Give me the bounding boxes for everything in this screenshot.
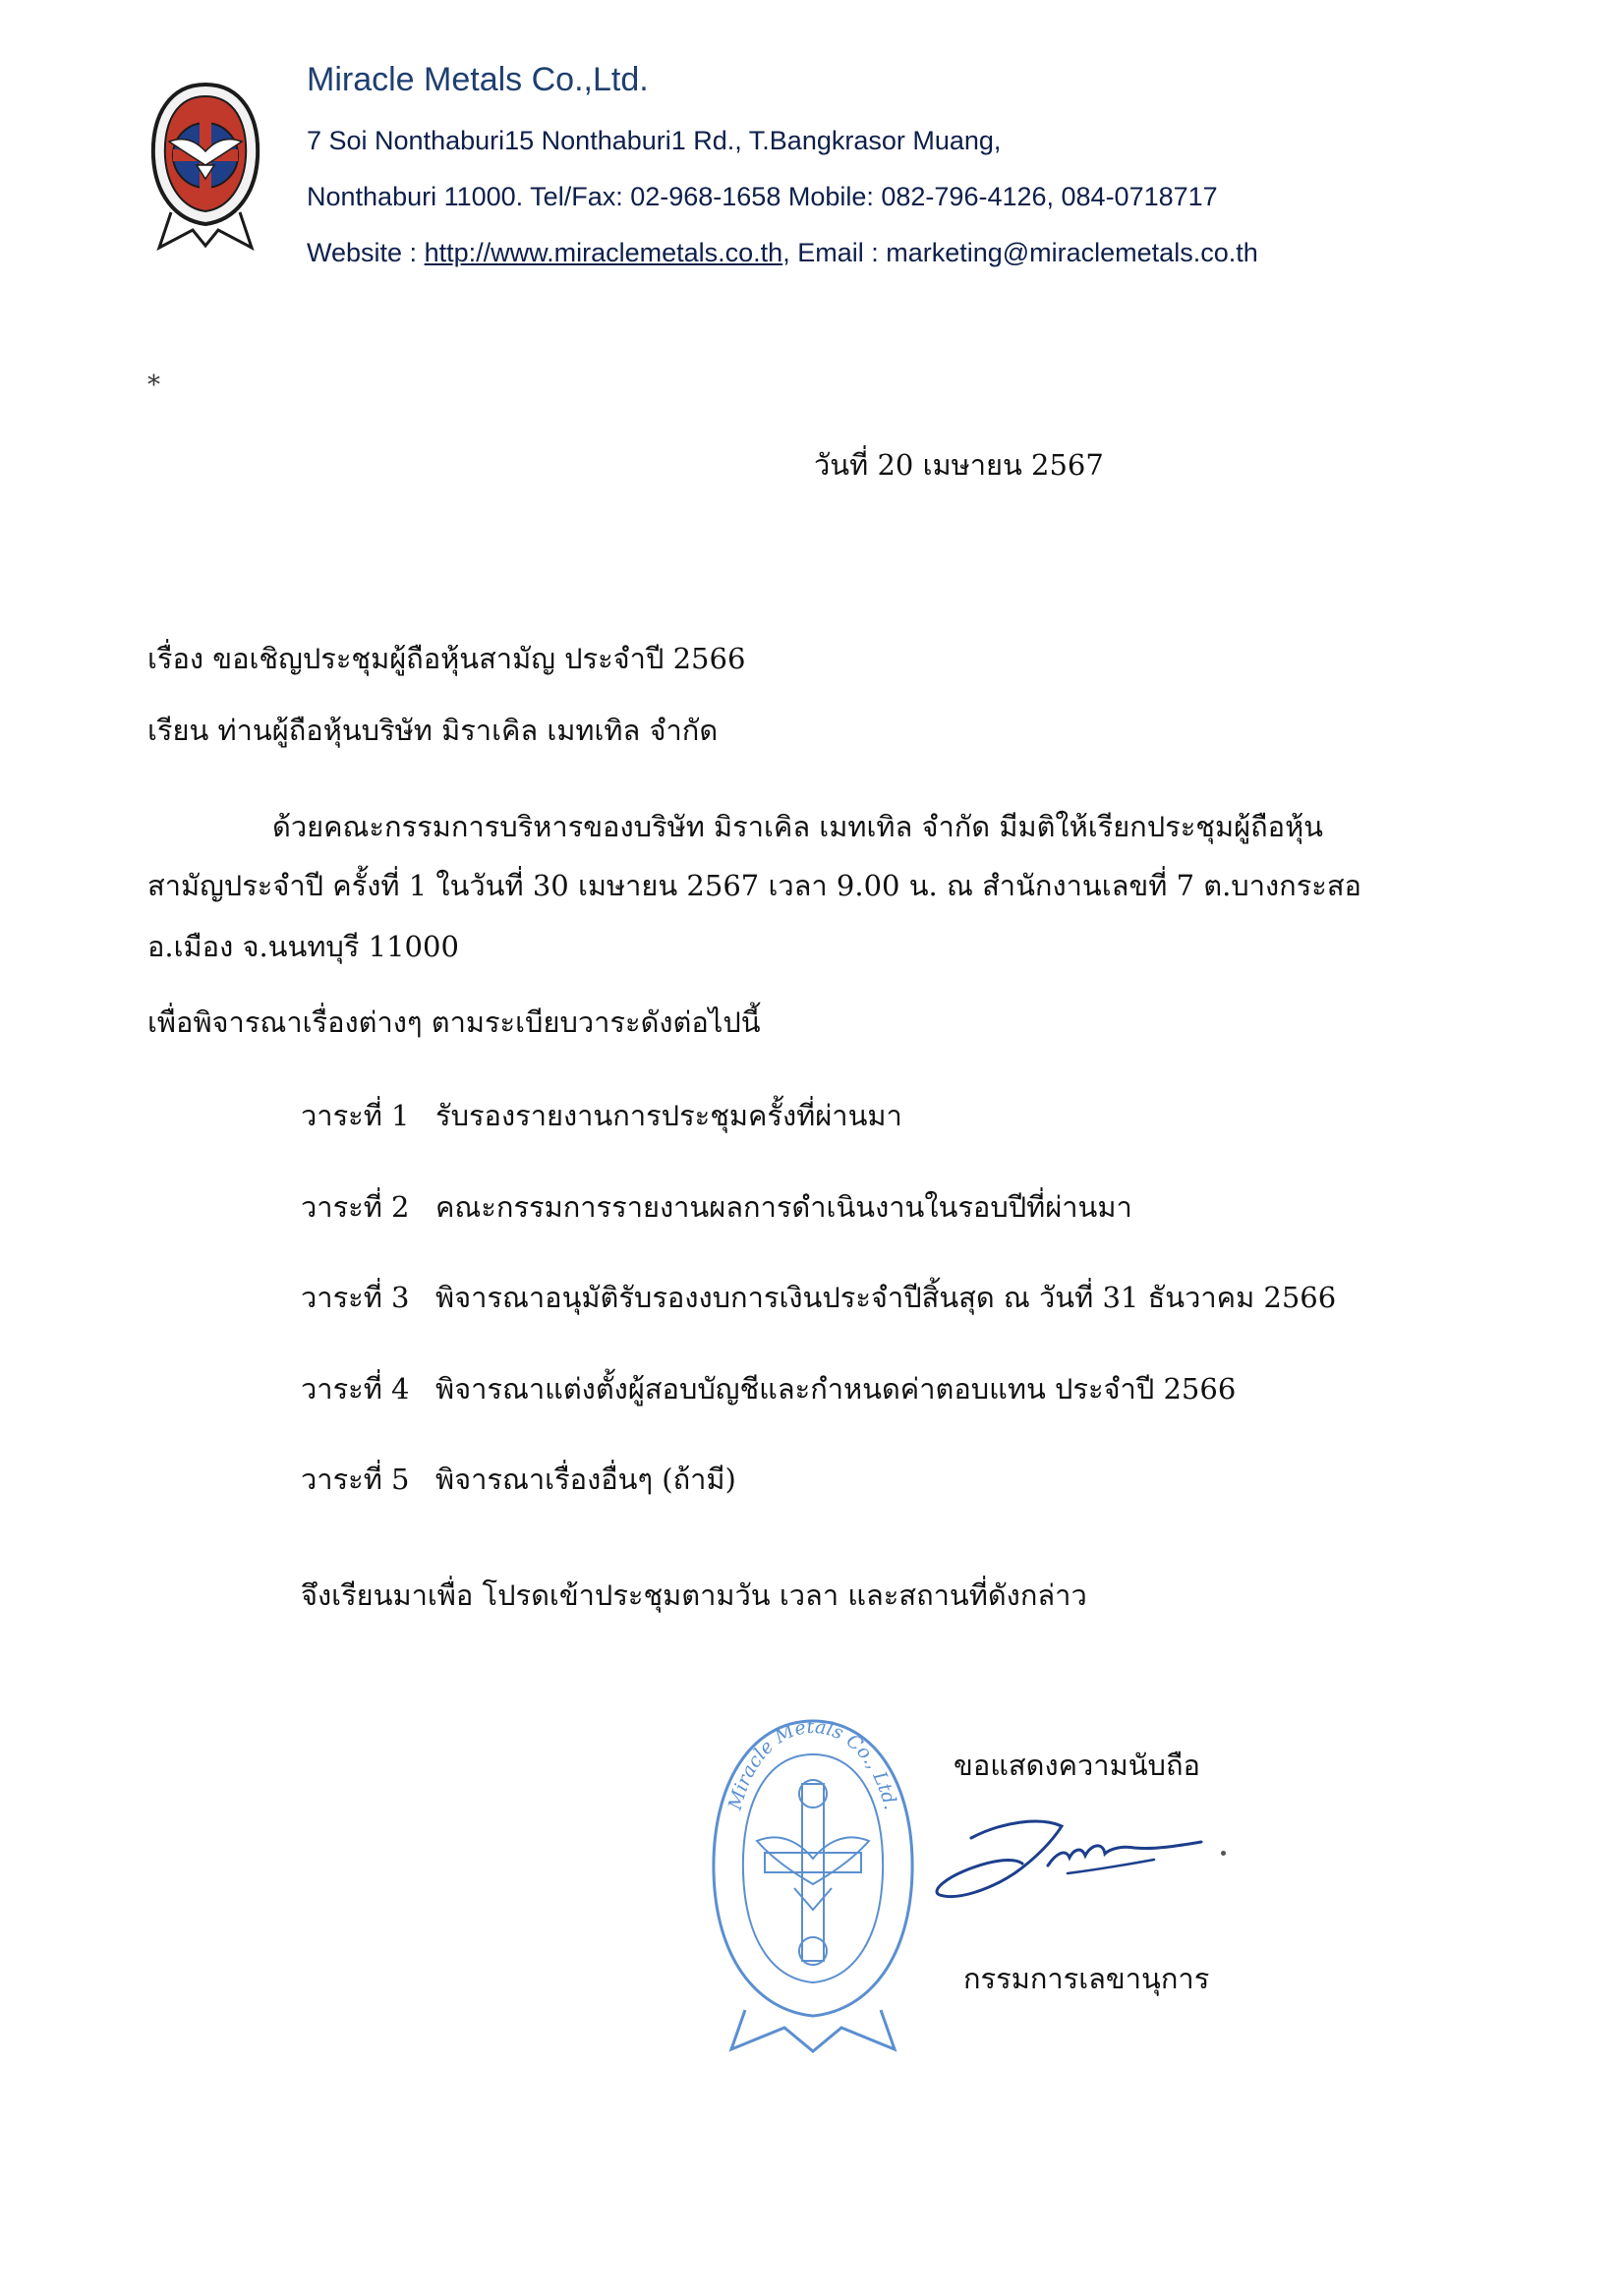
agenda-text: พิจารณาเรื่องอื่นๆ (ถ้ามี) [435,1463,736,1496]
svg-text:Miracle Metals Co., Ltd. [724,1716,902,1813]
agenda-item [301,1457,736,1502]
signature-mark [932,1808,1217,1907]
letter-subject: เรื่อง ขอเชิญประชุมผู้ถือหุ้นสามัญ ประจำปี 2566 [147,642,746,675]
agenda-label: วาระที่ 5 [301,1463,410,1496]
letter-date: วันที่ 20 เมษายน 2567 [814,448,1104,482]
signer-title: กรรมการเลขานุการ [963,1962,1210,1995]
agenda-label: วาระที่ 3 [301,1281,410,1314]
agenda-label: วาระที่ 1 [301,1099,410,1132]
asterisk-mark: * [147,371,160,400]
agenda-text: รับรองรายงานการประชุมครั้งที่ผ่านมา [435,1099,902,1132]
company-logo [147,81,263,256]
agenda-item [301,1366,1236,1411]
letter-recipient: เรียน ท่านผู้ถือหุ้นบริษัท มิราเคิล เมทเทิล จำกัด [147,714,719,747]
body-line-3: อ.เมือง จ.นนทบุรี 11000 [147,930,459,963]
closing-line: จึงเรียนมาเพื่อ โปรดเข้าประชุมตามวัน เวลา และสถานที่ดังกล่าว [301,1578,1087,1612]
company-contact: Nonthaburi 11000. Tel/Fax: 02-968-1658 Mobile: 082-796-4126, 084-0718717 [307,182,1218,211]
agenda-item [301,1184,1132,1230]
regards-text: ขอแสดงความนับถือ [954,1749,1200,1782]
agenda-text: คณะกรรมการรายงานผลการดำเนินงานในรอบปีที่ผ่านมา [435,1190,1132,1224]
website-label: Website : [307,238,425,267]
body-line-1: ด้วยคณะกรรมการบริหารของบริษัท มิราเคิล เมทเทิล จำกัด มีมติให้เรียกประชุมผู้ถือหุ้น [272,810,1324,843]
email-text: , Email : marketing@miraclemetals.co.th [782,238,1258,267]
agenda-label: วาระที่ 2 [301,1190,410,1224]
agenda-text: พิจารณาแต่งตั้งผู้สอบบัญชีและกำหนดค่าตอบแทน ประจำปี 2566 [435,1372,1237,1406]
seal-text: Miracle Metals Co., Ltd. [723,1715,902,1812]
logo-emblem-icon [153,85,258,248]
ink-dot [1221,1851,1226,1856]
body-line-2: สามัญประจำปี ครั้งที่ 1 ในวันที่ 30 เมษายน 2567 เวลา 9.00 น. ณ สำนักงานเลขที่ 7 ต.บางกระสอ [147,869,1361,902]
body-line-4: เพื่อพิจารณาเรื่องต่างๆ ตามระเบียบวาระดังต่อไปนี้ [147,1005,761,1039]
agenda-item [301,1275,1336,1320]
company-web-line [307,238,1258,268]
website-link[interactable]: http://www.miraclemetals.co.th [424,238,783,267]
agenda-text: พิจารณาอนุมัติรับรองงบการเงินประจำปีสิ้นสุด ณ วันที่ 31 ธันวาคม 2566 [435,1281,1337,1314]
agenda-label: วาระที่ 4 [301,1372,410,1406]
agenda-item [301,1093,902,1138]
company-seal [706,1715,920,2054]
company-address: 7 Soi Nonthaburi15 Nonthaburi1 Rd., T.Bangkrasor Muang, [307,126,1002,155]
company-name: Miracle Metals Co.,Ltd. [307,61,649,98]
